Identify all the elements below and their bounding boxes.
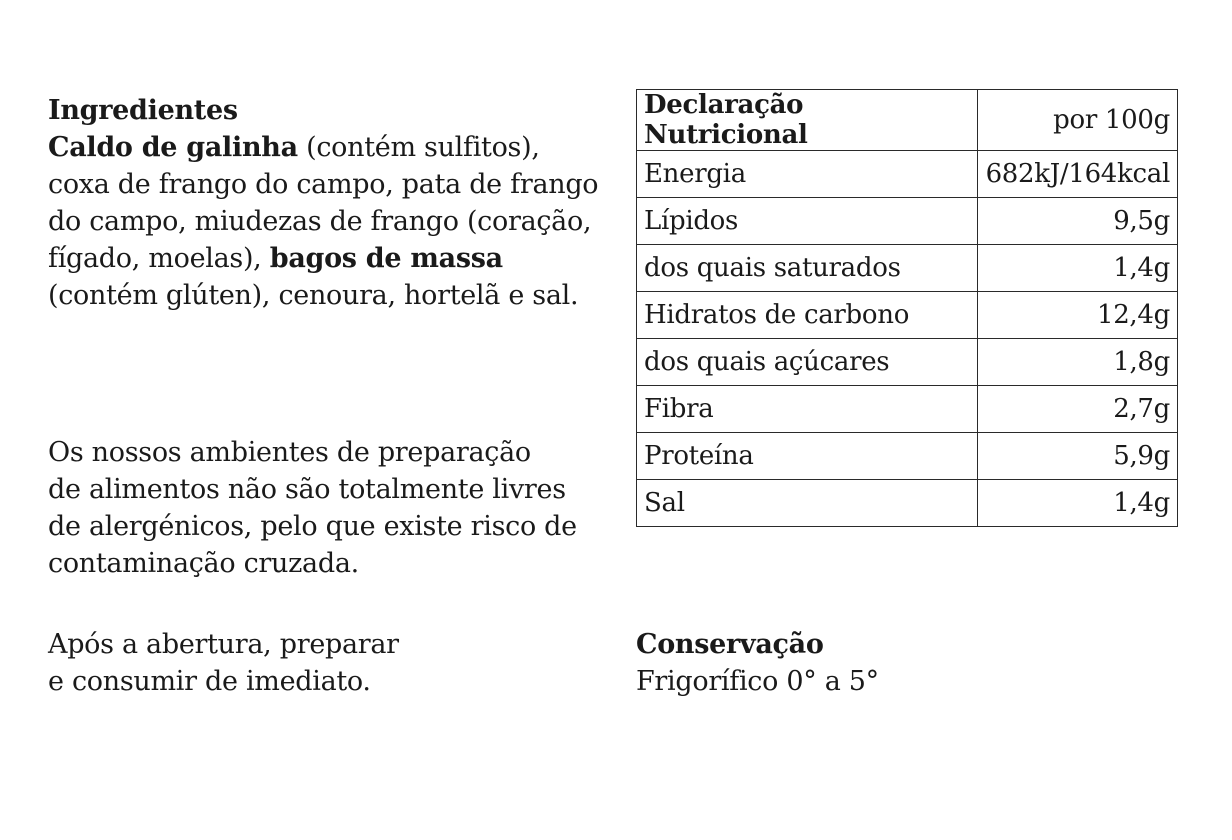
conservation-text: Frigorífico 0° a 5° (636, 666, 879, 697)
nutrient-label: dos quais saturados (637, 245, 978, 292)
nutrient-value: 12,4g (978, 292, 1178, 339)
ingredients-list-part: (contém glúten), cenoura, hortelã e sal. (48, 280, 579, 311)
table-row (637, 198, 1178, 245)
ingredients-list-part: (contém sulfitos), coxa de frango do campo, pata de frango do campo, miudezas de frango (coração, fígado, moelas), (48, 132, 599, 274)
allergen-line: Os nossos ambientes de preparação (48, 437, 531, 468)
allergen-line: de alergénicos, pelo que existe risco de (48, 511, 577, 542)
ingredients-title: Ingredientes (48, 95, 238, 126)
ingredients-text (48, 129, 608, 314)
table-row (637, 433, 1178, 480)
opening-line: Após a abertura, preparar (48, 629, 399, 660)
nutrient-label: dos quais açúcares (637, 339, 978, 386)
table-row (637, 386, 1178, 433)
nutrient-value: 9,5g (978, 198, 1178, 245)
nutrient-value: 1,4g (978, 480, 1178, 527)
ingredients-section (48, 92, 608, 314)
nutrient-label: Proteína (637, 433, 978, 480)
opening-instructions (48, 626, 468, 700)
nutrient-value: 1,4g (978, 245, 1178, 292)
ingredient-highlight-pasta: bagos de massa (269, 243, 503, 274)
ingredient-highlight-broth: Caldo de galinha (48, 132, 298, 163)
table-row (637, 339, 1178, 386)
nutrient-label: Lípidos (637, 198, 978, 245)
nutrient-label: Hidratos de carbono (637, 292, 978, 339)
conservation-section (636, 626, 1056, 700)
nutrient-value: 2,7g (978, 386, 1178, 433)
nutrient-label: Fibra (637, 386, 978, 433)
nutrition-header-value: por 100g (978, 90, 1178, 151)
nutrient-value: 5,9g (978, 433, 1178, 480)
table-row (637, 151, 1178, 198)
table-row (637, 292, 1178, 339)
table-row (637, 245, 1178, 292)
nutrition-header-row (637, 90, 1178, 151)
allergen-notice (48, 434, 588, 582)
nutrition-header-label: Declaração Nutricional (637, 90, 978, 151)
nutrient-value: 1,8g (978, 339, 1178, 386)
table-row (637, 480, 1178, 527)
conservation-title: Conservação (636, 629, 824, 660)
allergen-line: de alimentos não são totalmente livres (48, 474, 566, 505)
opening-line: e consumir de imediato. (48, 666, 371, 697)
nutrition-table (636, 89, 1178, 527)
nutrient-label: Energia (637, 151, 978, 198)
nutrient-label: Sal (637, 480, 978, 527)
nutrient-value: 682kJ/164kcal (978, 151, 1178, 198)
allergen-line: contaminação cruzada. (48, 548, 359, 579)
